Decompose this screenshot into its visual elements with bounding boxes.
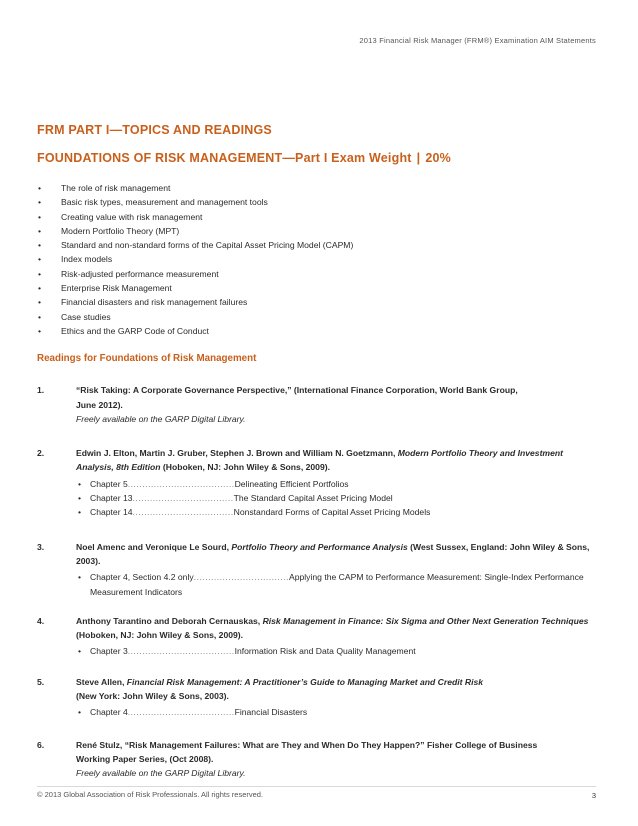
reading-item <box>37 540 597 599</box>
topic-item: • Financial disasters and risk management failures <box>37 295 597 309</box>
topic-item: • The role of risk management <box>37 181 597 195</box>
chapter-list <box>76 644 597 658</box>
leader-dots: ..................................... <box>127 646 235 657</box>
chapter-label: Chapter 14 <box>90 507 133 518</box>
reading-item <box>37 614 597 659</box>
topic-item: • Ethics and the GARP Code of Conduct <box>37 324 597 338</box>
citation-text: June 2012). <box>76 399 123 410</box>
reading-citation <box>76 614 597 643</box>
reading-number: 2. <box>37 448 45 459</box>
chapter-title: Financial Disasters <box>234 707 308 718</box>
topic-item: • Index models <box>37 252 597 266</box>
reading-citation <box>76 383 597 412</box>
citation-text: Edwin J. Elton, Martin J. Gruber, Stephen J. Brown and William N. Goetzmann, <box>76 448 396 459</box>
topic-item: • Creating value with risk management <box>37 210 597 224</box>
chapter-list <box>76 570 597 599</box>
section-separator: | <box>416 151 421 165</box>
section-title <box>37 151 597 165</box>
topic-item: • Modern Portfolio Theory (MPT) <box>37 224 597 238</box>
citation-text: Steve Allen, <box>76 676 125 687</box>
chapter-label: Chapter 3 <box>90 646 128 657</box>
book-title: Portfolio Theory and Performance Analysis <box>231 541 408 552</box>
reading-item <box>37 446 597 519</box>
section-title-text: FOUNDATIONS OF RISK MANAGEMENT—Part I Exam Weight <box>37 151 412 165</box>
reading-citation <box>76 738 597 767</box>
availability-note: Freely available on the GARP Digital Library. <box>76 413 246 424</box>
citation-text: (West Sussex, England: John Wiley & Sons, 2003). <box>76 541 590 566</box>
chapter-title: Delineating Efficient Portfolios <box>234 478 349 489</box>
leader-dots: ................................. <box>193 572 289 583</box>
reading-citation <box>76 446 597 475</box>
reading-item <box>37 675 597 720</box>
readings-title: Readings for Foundations of Risk Management <box>37 353 257 365</box>
reading-citation <box>76 540 597 569</box>
page-content <box>37 123 597 781</box>
citation-text: (Hoboken, NJ: John Wiley & Sons, 2009). <box>162 462 330 473</box>
chapter-item <box>76 705 597 719</box>
topic-item: • Enterprise Risk Management <box>37 281 597 295</box>
chapter-title: Nonstandard Forms of Capital Asset Pricing Models <box>233 507 431 518</box>
chapter-label: Chapter 5 <box>90 478 128 489</box>
topic-item: • Case studies <box>37 310 597 324</box>
citation-text: Working Paper Series, (Oct 2008). <box>76 753 214 764</box>
citation-text: (New York: John Wiley & Sons, 2003). <box>76 691 229 702</box>
chapter-title: Applying the CAPM to Performance Measurement: Single-Index Performance Measurement Indicators <box>90 572 584 597</box>
chapter-list <box>76 705 597 719</box>
citation-text: René Stulz, “Risk Management Failures: What are They and When Do They Happen?” Fisher College of Business <box>76 739 538 750</box>
topic-list <box>37 181 597 338</box>
chapter-item <box>76 505 597 519</box>
reading-number: 4. <box>37 615 45 626</box>
leader-dots: ..................................... <box>127 707 235 718</box>
reading-item <box>37 738 597 781</box>
citation-text: (Hoboken, NJ: John Wiley & Sons, 2009). <box>76 630 244 641</box>
leader-dots: ................................... <box>132 493 234 504</box>
reading-item <box>37 383 597 426</box>
running-header: 2013 Financial Risk Manager (FRM®) Examination AIM Statements <box>359 36 596 45</box>
chapter-label: Chapter 13 <box>90 493 133 504</box>
book-title: Risk Management in Finance: Six Sigma and Other Next Generation Techniques <box>262 615 589 626</box>
reading-citation <box>76 675 597 704</box>
book-title: Modern Portfolio Theory and Investment Analysis, 8th Edition <box>76 448 563 473</box>
citation-text: “Risk Taking: A Corporate Governance Perspective,” (International Finance Corporation, World Bank Group, <box>76 385 518 396</box>
reading-number: 1. <box>37 385 45 396</box>
chapter-item <box>76 644 597 658</box>
chapter-item <box>76 491 597 505</box>
chapter-item <box>76 477 597 491</box>
citation-text: Noel Amenc and Veronique Le Sourd, <box>76 541 229 552</box>
reading-number: 6. <box>37 739 45 750</box>
leader-dots: ..................................... <box>127 478 235 489</box>
topic-item: • Risk-adjusted performance measurement <box>37 267 597 281</box>
book-title: Financial Risk Management: A Practitioner’s Guide to Managing Market and Credit Risk <box>126 676 484 687</box>
page-footer <box>37 786 596 799</box>
reading-number: 5. <box>37 676 45 687</box>
page-number: 3 <box>591 791 596 800</box>
copyright-text: © 2013 Global Association of Risk Professionals. All rights reserved. <box>37 790 264 799</box>
exam-weight: 20% <box>425 151 451 165</box>
chapter-label: Chapter 4, Section 4.2 only <box>90 572 194 583</box>
chapter-list <box>76 477 597 520</box>
citation-text: Anthony Tarantino and Deborah Cernauskas, <box>76 615 261 626</box>
chapter-title: Information Risk and Data Quality Management <box>234 646 416 657</box>
chapter-label: Chapter 4 <box>90 707 128 718</box>
topic-item: • Basic risk types, measurement and management tools <box>37 195 597 209</box>
chapter-title: The Standard Capital Asset Pricing Model <box>233 493 393 504</box>
availability-note: Freely available on the GARP Digital Library. <box>76 768 246 779</box>
leader-dots: ................................... <box>132 507 234 518</box>
reading-number: 3. <box>37 541 45 552</box>
part-title: FRM PART I—TOPICS AND READINGS <box>37 123 272 137</box>
chapter-item <box>76 570 597 599</box>
topic-item: • Standard and non-standard forms of the Capital Asset Pricing Model (CAPM) <box>37 238 597 252</box>
